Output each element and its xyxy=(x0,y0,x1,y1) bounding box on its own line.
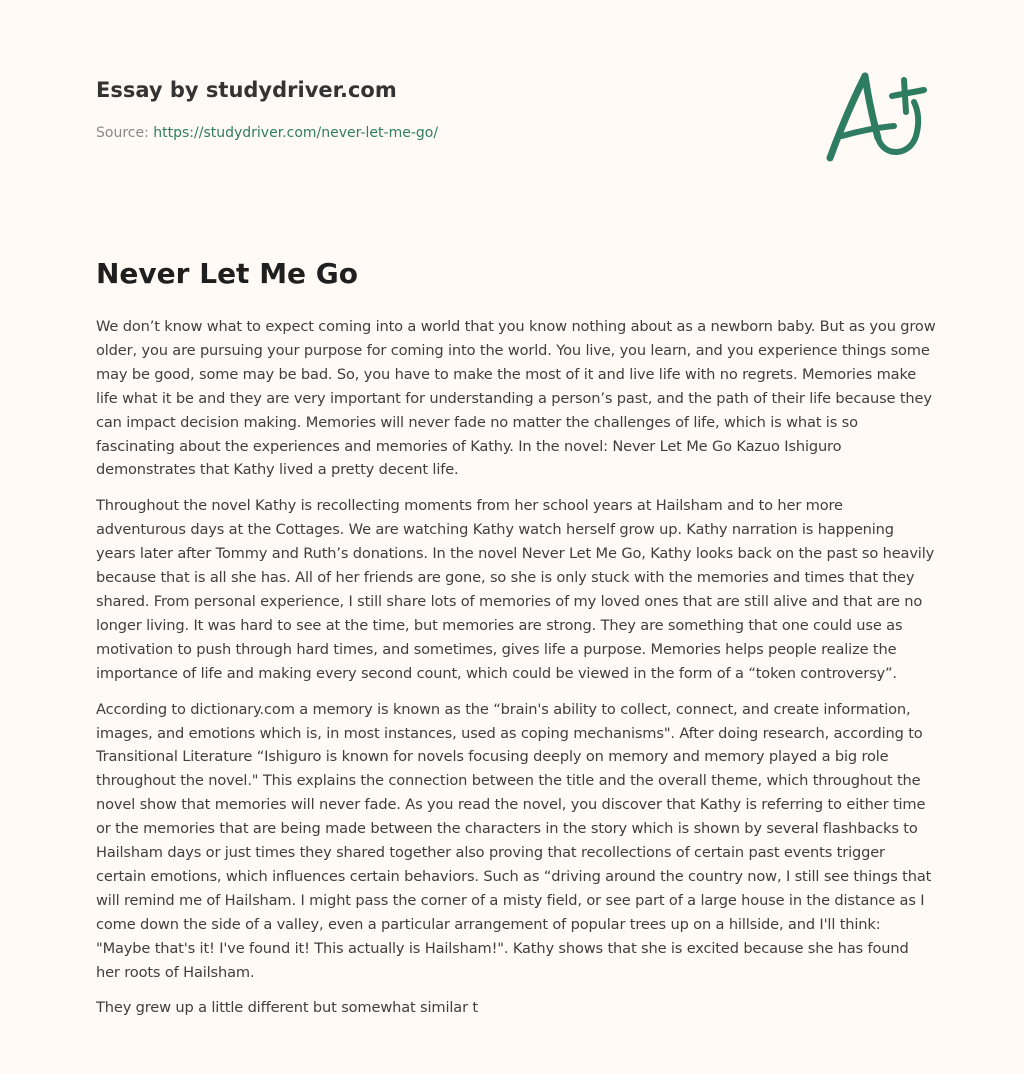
site-brand: Essay by studydriver.com xyxy=(96,78,397,102)
page-header xyxy=(96,76,796,143)
source-label: Source: xyxy=(96,125,154,141)
essay-paragraph: We don’t know what to expect coming into a world that you know nothing about as a newborn baby. But as you grow older, you are pursuing your purpose for coming into the world. You live, you learn, and you experience things some may be good, some may be bad. So, you have to make the most of it and live life with no regrets. Memories make life what it be and they are very important for understanding a person’s past, and the path of their life because they can impact decision making. Memories will never fade no matter the challenges of life, which is what is so fascinating about the experiences and memories of Kathy. In the novel: Never Let Me Go Kazuo Ishiguro demonstrates that Kathy lived a pretty decent life. xyxy=(96,318,936,479)
source-link[interactable]: https://studydriver.com/never-let-me-go/ xyxy=(153,125,439,141)
essay-paragraph-truncated: They grew up a little different but somewhat similar t xyxy=(96,999,478,1017)
essay-paragraph: Throughout the novel Kathy is recollecting moments from her school years at Hailsham and to her more adventurous days at the Cottages. We are watching Kathy watch herself grow up. Kathy narration is happening years later after Tommy and Ruth’s donations. In the novel Never Let Me Go, Kathy looks back on the past so heavily because that is all she has. All of her friends are gone, so she is only stuck with the memories and times that they shared. From personal experience, I still share lots of memories of my loved ones that are still alive and that are no longer living. It was hard to see at the time, but memories are strong. They are something that one could use as motivation to push through hard times, and sometimes, gives life a purpose. Memories helps people realize the importance of life and making every second count, which could be viewed in the form of a “token controversy”. xyxy=(96,497,935,682)
essay-body xyxy=(96,315,936,1032)
essay-paragraph: According to dictionary.com a memory is known as the “brain's ability to collect, connect, and create information, images, and emotions which is, in most instances, used as coping mechanisms". After doing research, according to Transitional Literature “Ishiguro is known for novels focusing deeply on memory and memory played a big role throughout the novel." This explains the connection between the title and the overall theme, which throughout the novel show that memories will never fade. As you read the novel, you discover that Kathy is referring to either time or the memories that are being made between the characters in the story which is shown by several flashbacks to Hailsham days or just times they shared together also proving that recollections of certain past events trigger certain emotions, which influences certain behaviors. Such as “driving around the country now, I still see things that will remind me of Hailsham. I might pass the corner of a misty field, or see part of a large house in the distance as I come down the side of a valley, even a particular arrangement of popular trees up on a hillside, and I'll think: "Maybe that's it! I've found it! This actually is Hailsham!". Kathy shows that she is excited because she has found her roots of Hailsham. xyxy=(96,700,932,981)
essay-title: Never Let Me Go xyxy=(96,257,359,290)
source-line xyxy=(96,123,796,143)
a-plus-grade-icon xyxy=(820,66,930,166)
